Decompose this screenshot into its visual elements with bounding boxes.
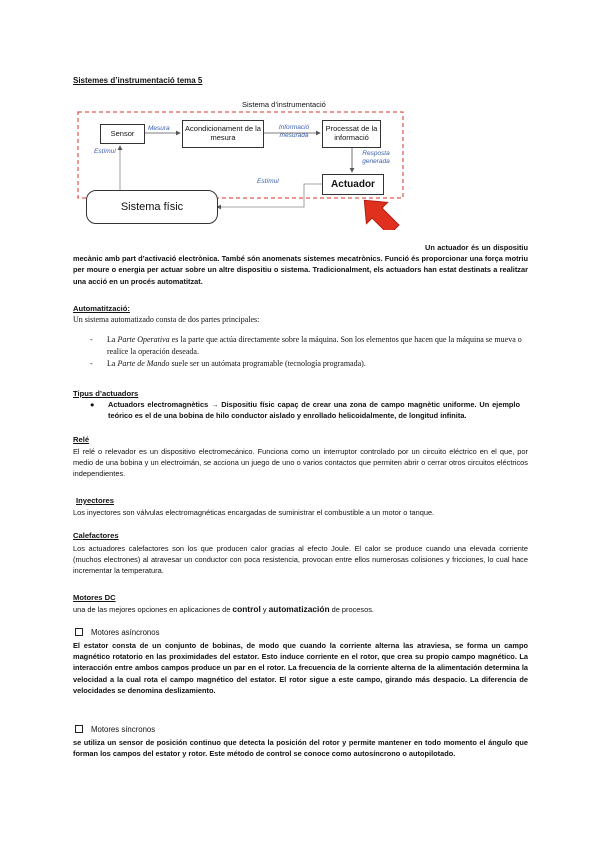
intro-paragraph: Un actuador és un dispositiu mecànic amb part d’activació electrònica. També són anomenats sistemes mecatrònics. Funció és proporcionar una força motriu per moure o energia per actuar sobre un altre dispositiu o sistema. Tradicionalment, els actuadors han estat destinats a realitzar una acció en un procés automatitzat. [73, 243, 528, 286]
arrow-label-info: Informació mesurada [278, 124, 310, 139]
list-item: - La Parte de Mando suele ser un autómata programable (tecnología programada). [90, 359, 366, 368]
arrow-label-response: Resposta generada [362, 150, 390, 165]
calefactores-text: Los actuadores calefactores son los que producen calor gracias al efecto Joule. El calor se produce cuando una elevada corriente (muchos electrones) al atravesar un conductor con poca resistencia, provocan entre ellos numerosas colisiones y fricciones, lo cual hace incrementar la temperatura. [73, 544, 528, 576]
automation-text: Un sistema automatizado consta de dos partes principales: [73, 315, 260, 324]
instrumentation-diagram [72, 100, 412, 230]
automation-list [90, 334, 528, 370]
motores-dc-heading: Motores DC [73, 593, 116, 602]
system-label: Sistema d’instrumentació [242, 100, 326, 109]
checkbox-icon [75, 725, 83, 733]
arrow-label-stimulus-bottom: Estímul [257, 178, 279, 185]
actuator-box: Actuador [322, 174, 384, 195]
asincronos-heading: Motores asíncronos [75, 628, 159, 637]
rele-text: El relé o relevador es un dispositivo electromecánico. Funciona como un interruptor controlado por un circuito eléctrico en el que, por medio de una bobina y un electroimán, se acciona un juego de uno o varios contactos que permiten abrir o cerrar otros circuitos eléctricos independientes. [73, 447, 528, 479]
sincronos-text: se utiliza un sensor de posición continuo que detecta la posición del rotor y permite mantener en todo momento el ángulo que forman los campos del estator y rotor. Este método de control se conoce como autosíncrono o autopilotado. [73, 738, 528, 759]
arrow-label-stimulus-left: Estímul [94, 148, 116, 155]
pointer-arrow-icon [354, 190, 405, 230]
checkbox-icon [75, 628, 83, 636]
inyectores-text: Los inyectores son válvulas electromagnéticas encargadas de suministrar el combustible a un motor o tanque. [73, 508, 435, 517]
automation-heading: Automatització: [73, 304, 130, 313]
sensor-box: Sensor [100, 124, 145, 144]
calefactores-heading: Calefactores [73, 531, 119, 540]
motores-dc-text: una de las mejores opciones en aplicaciones de control y automatización de procesos. [73, 604, 374, 614]
sincronos-heading: Motores síncronos [75, 725, 155, 734]
physical-system-box: Sistema físic [86, 190, 218, 224]
types-bullet: ● Actuadors electromagnètics → Dispositiu físic capaç de crear una zona de campo magnètic uniforme. Un ejemplo teórico es el de una bobina de hilo conductor aislado y enrollado helicoidalmente, de longitud infinita. [90, 400, 520, 421]
list-item: - La Parte Operativa es la parte que actúa directamente sobre la máquina. Son los elementos que hacen que la máquina se mueva o realice la operación deseada. [90, 335, 522, 356]
arrow-label-measure: Mesura [148, 125, 170, 132]
asincronos-text: El estator consta de un conjunto de bobinas, de modo que cuando la corriente alterna las atraviesa, se forma un campo magnético rotatorio en las proximidades del estator. Esto induce corriente en el rotor, que crea su propio campo magnético. La interacción entre ambos campos produce un par en el rotor. La frecuencia de la corriente alterna de la alimentación determina la velocidad a la cual rota el campo magnético del estator. El rotor sigue a este campo, girando más despacio. La diferencia de velocidades se denomina deslizamiento. [73, 641, 528, 695]
conditioning-box: Acondicionament de la mesura [182, 120, 264, 148]
rele-heading: Relé [73, 435, 90, 444]
document-title: Sistemes d’instrumentació tema 5 [73, 76, 203, 85]
inyectores-heading: Inyectores [76, 496, 114, 505]
types-heading: Tipus d’actuadors [73, 389, 139, 398]
processing-box: Processat de la informació [322, 120, 381, 148]
